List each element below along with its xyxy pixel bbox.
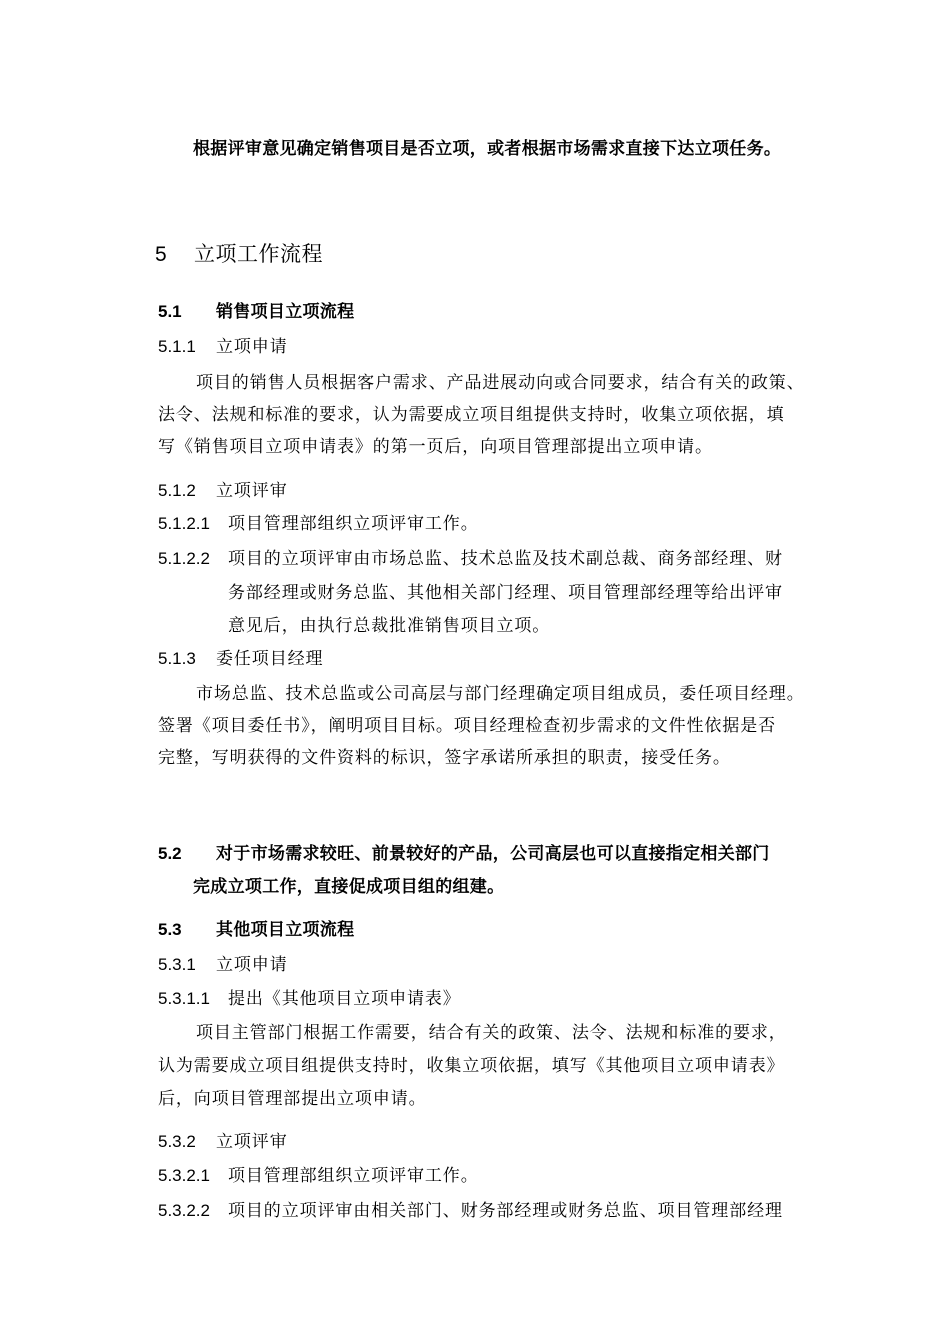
section-5-1-1-heading <box>158 335 288 359</box>
section-number: 5.3.2.1 <box>158 1166 210 1185</box>
section-5-3-heading <box>158 918 354 942</box>
section-number: 5.1.2 <box>158 481 196 500</box>
section-5-2-heading <box>158 842 770 866</box>
section-number: 5.1.3 <box>158 649 196 668</box>
section-5-1-2-2-heading <box>158 547 783 571</box>
section-5-3-2-1-heading <box>158 1164 479 1188</box>
section-title: 委任项目经理 <box>216 649 324 669</box>
section-title: 提出《其他项目立项申请表》 <box>228 989 461 1009</box>
paragraph-line: 项目的立项评审由市场总监、技术总监及技术副总裁、商务部经理、财 <box>228 549 783 569</box>
section-5-1-2-heading <box>158 479 288 503</box>
section-title: 项目管理部组织立项评审工作。 <box>228 514 479 534</box>
paragraph-line: 完成立项工作，直接促成项目组的组建。 <box>193 877 505 897</box>
section-number: 5.1.2.2 <box>158 549 210 568</box>
section-title: 其他项目立项流程 <box>216 920 355 940</box>
section-5-3-2-2-heading <box>158 1199 783 1223</box>
section-title: 立项申请 <box>216 337 288 357</box>
intro-paragraph: 根据评审意见确定销售项目是否立项，或者根据市场需求直接下达立项任务。 <box>193 139 782 159</box>
paragraph-line: 意见后，由执行总裁批准销售项目立项。 <box>228 616 551 636</box>
paragraph-line: 项目的销售人员根据客户需求、产品进展动向或合同要求，结合有关的政策、 <box>196 373 805 393</box>
section-5-3-1-1-heading <box>158 987 461 1011</box>
section-number: 5.2 <box>158 844 182 863</box>
paragraph-line: 市场总监、技术总监或公司高层与部门经理确定项目组成员，委任项目经理。 <box>196 684 805 704</box>
section-number: 5.3.1.1 <box>158 989 210 1008</box>
section-title: 立项评审 <box>216 481 288 501</box>
section-number: 5.3.2.2 <box>158 1201 210 1220</box>
paragraph-line: 法令、法规和标准的要求，认为需要成立项目组提供支持时，收集立项依据，填 <box>158 405 785 425</box>
paragraph-line: 项目的立项评审由相关部门、财务部经理或财务总监、项目管理部经理 <box>228 1201 783 1221</box>
section-title: 立项工作流程 <box>194 242 323 266</box>
section-5-1-2-1-heading <box>158 512 479 536</box>
section-number: 5.3.1 <box>158 955 196 974</box>
paragraph-line: 认为需要成立项目组提供支持时，收集立项依据，填写《其他项目立项申请表》 <box>158 1056 785 1076</box>
section-number: 5.1.1 <box>158 337 196 356</box>
section-number: 5.3.2 <box>158 1132 196 1151</box>
paragraph-line: 项目主管部门根据工作需要，结合有关的政策、法令、法规和标准的要求， <box>196 1023 787 1043</box>
section-number: 5.1.2.1 <box>158 514 210 533</box>
section-5-1-heading <box>158 300 354 324</box>
section-number: 5.3 <box>158 920 182 939</box>
section-title: 项目管理部组织立项评审工作。 <box>228 1166 479 1186</box>
section-5-heading <box>155 240 323 269</box>
section-number: 5.1 <box>158 302 182 321</box>
section-5-3-2-heading <box>158 1130 288 1154</box>
section-title: 销售项目立项流程 <box>216 302 355 322</box>
paragraph-line: 对于市场需求较旺、前景较好的产品，公司高层也可以直接指定相关部门 <box>216 844 770 864</box>
paragraph-line: 写《销售项目立项申请表》的第一页后，向项目管理部提出立项申请。 <box>158 437 713 457</box>
paragraph-line: 签署《项目委任书》，阐明项目目标。项目经理检查初步需求的文件性依据是否 <box>158 716 776 736</box>
paragraph-line: 务部经理或财务总监、其他相关部门经理、项目管理部经理等给出评审 <box>228 583 783 603</box>
section-number: 5 <box>155 243 167 266</box>
section-5-1-3-heading <box>158 647 323 671</box>
paragraph-line: 完整，写明获得的文件资料的标识，签字承诺所承担的职责，接受任务。 <box>158 748 731 768</box>
paragraph-line: 后，向项目管理部提出立项申请。 <box>158 1089 427 1109</box>
section-title: 立项评审 <box>216 1132 288 1152</box>
section-5-3-1-heading <box>158 953 288 977</box>
section-title: 立项申请 <box>216 955 288 975</box>
